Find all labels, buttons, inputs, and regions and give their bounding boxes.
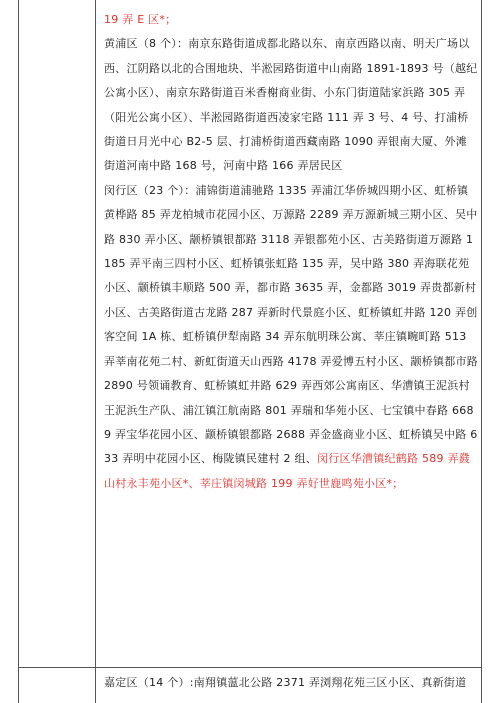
column-divider — [95, 0, 96, 703]
district-list-cell — [104, 8, 478, 496]
highlighted-text: 19 弄 E 区*； — [104, 13, 177, 26]
highlighted-text: 闵行区华漕镇纪鹤路 589 弄鼗山村永丰苑小区*、莘庄镇闵城路 199 弄好世鹿鸣苑小区*； — [104, 452, 470, 490]
district-list-cell — [104, 671, 478, 695]
minhang-district-entry — [104, 179, 478, 496]
huangpu-district-entry: 黄浦区（8 个）：南京东路街道成都北路以东、南京西路以南、明天广场以西、江阴路以北的合围地块、半淞园路街道中山南路 1891-1893 号（越纪公寓小区）、南京东路街道百米香榭商业街、小东门街道陆家浜路 305 弄（阳光公寓小区）、半淞园路街道西凌家宅路 111 弄 3 号、4 号、打浦桥街道日月光中心 B2-5 层、打浦桥街道西藏南路 1090 弄银南大厦、外滩街道河南中路 168 号，河南中路 166 弄居民区 — [104, 37, 478, 173]
previous-entry-tail — [104, 8, 478, 32]
minhang-list-text: 闵行区（23 个）：浦锦街道浦驰路 1335 弄浦江华侨城四期小区、虹桥镇黄桦路 85 弄龙柏城市花园小区、万源路 2289 弄万源新城三期小区、吴中路 830 弄小区、颛桥镇银都路 3118 弄银都苑小区、古美路街道万源路 1185 弄平南三四村小区、虹桥镇张虹路 135 弄，吴中路 380 弄海联花苑小区、颛桥镇丰顺路 500 弄，都市路 3635 弄，金都路 3019 弄贵都新村小区、古美路街道古龙路 287 弄新时代景庭小区、虹桥镇虹井路 120 弄创客空间 1A 栋、虹桥镇伊犁南路 34 弄东航明珠公寓、莘庄镇畹町路 513 弄莘南花苑二村、新虹街道天山西路 4178 弄爱博五村小区、颛桥镇都市路 2890 号领诵教育、虹桥镇虹井路 629 弄西郊公寓南区、华漕镇王泥浜村王泥浜生产队、浦江镇江航南路 801 弄瑞和华苑小区、七宝镇中春路 6689 弄宝华花园小区、颛桥镇银都路 2688 弄金盛商业小区、虹桥镇吴中路 633 弄明中花园小区、梅陇镇民建村 2 组、 — [104, 183, 478, 466]
jiading-district-entry: 嘉定区（14 个）:南翔镇蕰北公路 2371 弄浏翔花苑三区小区、真新街道 — [104, 676, 467, 689]
